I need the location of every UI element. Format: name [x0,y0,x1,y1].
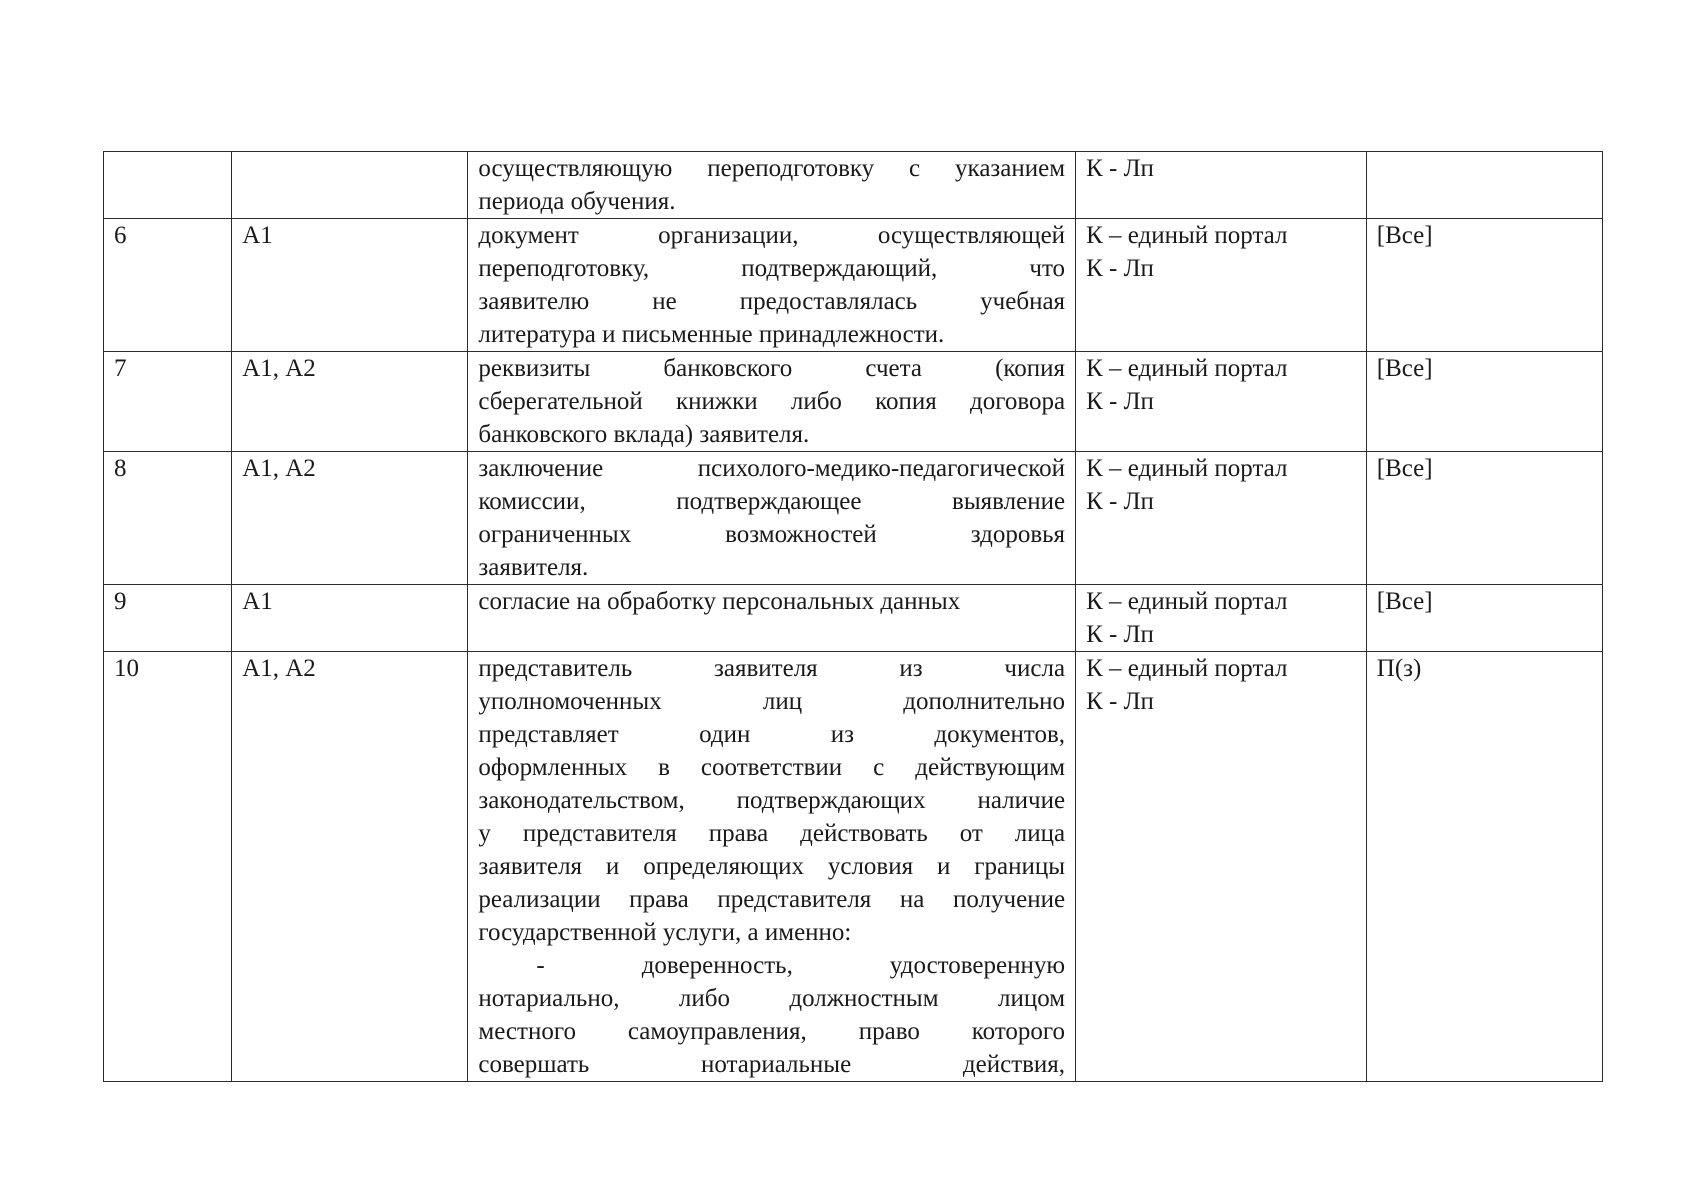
channel-text-line: К – единый портал [1086,655,1288,682]
row-number-cell: 7 [104,352,232,452]
access-cell: [Все] [1366,352,1602,452]
row-number-cell: 10 [104,652,232,1082]
document-text-line: согласие на обработку персональных данных [478,588,961,615]
document-description-cell [468,352,1076,452]
row-number-cell: 9 [104,585,232,652]
applicant-category-cell [232,152,468,219]
applicant-category-cell: А1 [232,585,468,652]
channel-text-line: К – единый портал [1086,455,1288,482]
table-row [104,585,1603,652]
document-text-line: банковского вклада) заявителя. [478,421,810,448]
document-text-line: заявителя и определяющих условия и границы [478,853,1066,880]
document-text-line: - доверенность, удостоверенную [536,952,1066,979]
document-text-line: уполномоченных лиц дополнительно [478,688,1066,715]
submission-channel-cell [1076,219,1367,352]
applicant-category-cell: А1 [232,219,468,352]
document-text-line: заявителю не предоставлялась учебная [478,288,1066,315]
channel-text-line: К – единый портал [1086,222,1288,249]
document-text-line: сберегательной книжки либо копия договора [478,388,1066,415]
document-description-cell [468,452,1076,585]
row-number-cell: 6 [104,219,232,352]
submission-channel-cell [1076,652,1367,1082]
table-row [104,152,1603,219]
document-text-line: заявителя. [478,554,589,581]
applicant-category-cell: А1, А2 [232,652,468,1082]
document-description-cell [468,152,1076,219]
document-text-line: совершать нотариальные действия, [478,1051,1066,1078]
document-text-line: оформленных в соответствии с действующим [478,754,1066,781]
document-text-line: заключение психолого-медико-педагогической [478,455,1066,482]
table-row [104,219,1603,352]
channel-text-line: К - Лп [1086,388,1154,415]
access-cell: П(з) [1366,652,1602,1082]
access-cell: [Все] [1366,452,1602,585]
access-cell: [Все] [1366,219,1602,352]
document-text-line: реквизиты банковского счета (копия [478,355,1066,382]
applicant-category-cell: А1, А2 [232,452,468,585]
document-text-line: реализации права представителя на получение [478,886,1066,913]
channel-text-line: К - Лп [1086,255,1154,282]
document-text-line: осуществляющую переподготовку с указанием [478,155,1066,182]
document-description-cell [468,219,1076,352]
document-text-line: ограниченных возможностей здоровья [478,521,1066,548]
document-text-line: государственной услуги, а именно: [478,919,852,946]
document-text-line: представляет один из документов, [478,721,1066,748]
channel-text-line: К - Лп [1086,488,1154,515]
documents-table [103,151,1603,1082]
table-row [104,652,1603,1082]
document-text-line: документ организации, осуществляющей [478,222,1066,249]
document-text-line: литература и письменные принадлежности. [478,321,945,348]
document-text-line: комиссии, подтверждающее выявление [478,488,1066,515]
channel-text-line: К - Лп [1086,621,1154,648]
submission-channel-cell [1076,352,1367,452]
document-text-line: местного самоуправления, право которого [478,1018,1066,1045]
table-row [104,452,1603,585]
submission-channel-cell [1076,585,1367,652]
document-description-cell [468,652,1076,1082]
row-number-cell: 8 [104,452,232,585]
submission-channel-cell [1076,152,1367,219]
channel-text-line: К - Лп [1086,155,1154,182]
channel-text-line: К – единый портал [1086,355,1288,382]
document-text-line: законодательством, подтверждающих наличие [478,787,1066,814]
document-text-line: переподготовку, подтверждающий, что [478,255,1066,282]
row-number-cell [104,152,232,219]
document-text-line: у представителя права действовать от лица [478,820,1066,847]
document-text-line: представитель заявителя из числа [478,655,1066,682]
document-description-cell [468,585,1076,652]
document-text-line: нотариально, либо должностным лицом [478,985,1066,1012]
access-cell: [Все] [1366,585,1602,652]
table-row [104,352,1603,452]
document-text-line: периода обучения. [478,188,676,215]
access-cell [1366,152,1602,219]
channel-text-line: К – единый портал [1086,588,1288,615]
channel-text-line: К - Лп [1086,688,1154,715]
submission-channel-cell [1076,452,1367,585]
applicant-category-cell: А1, А2 [232,352,468,452]
